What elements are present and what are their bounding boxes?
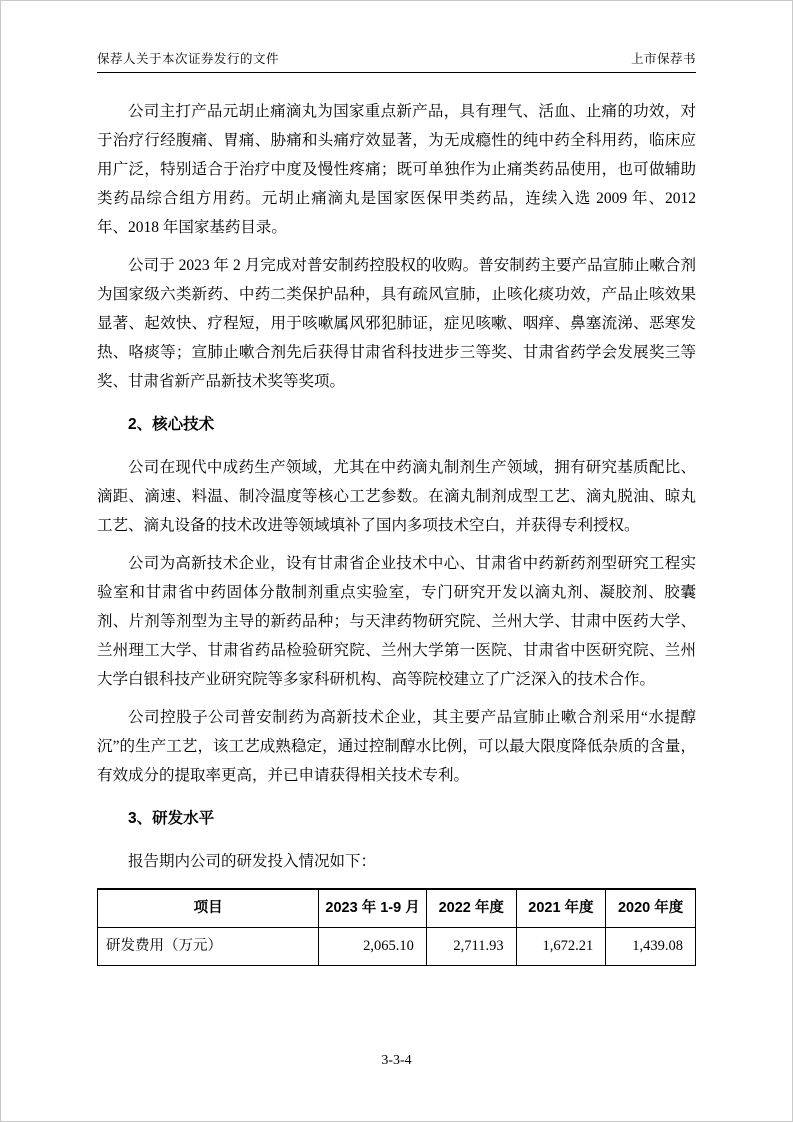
paragraph-puan-acquisition: 公司于 2023 年 2 月完成对普安制药控股权的收购。普安制药主要产品宣肺止嗽合剂为国家级六类新药、中药二类保护品种，具有疏风宣肺，止咳化痰功效，产品止咳效果显著、起效快、疗程短，用于咳嗽属风邪犯肺证，症见咳嗽、咽痒、鼻塞流涕、恶寒发热、咯痰等；宣肺止嗽合剂先后获得甘肃省科技进步三等奖、甘肃省药学会发展奖三等奖、甘肃省新产品新技术奖等奖项。	[97, 257, 696, 390]
header-left-title: 保荐人关于本次证券发行的文件	[97, 52, 280, 66]
paragraph-subsidiary-process: 公司控股子公司普安制药为高新技术企业，其主要产品宣肺止嗽合剂采用“水提醇沉”的生产工艺，该工艺成熟稳定，通过控制醇水比例，可以最大限度降低杂质的含量，有效成分的提取率更高，并已申请获得相关技术专利。	[97, 709, 696, 784]
page-header	[97, 49, 696, 73]
rd-expense-2022-value: 2,711.93	[426, 928, 516, 966]
rd-expense-label: 研发费用（万元）	[98, 928, 319, 966]
table-row-rd-expense	[98, 928, 696, 966]
document-body	[97, 97, 696, 966]
rd-expense-2021-value: 1,672.21	[516, 928, 606, 966]
rd-investment-table	[97, 888, 696, 966]
rd-expense-2023-value: 2,065.10	[319, 928, 427, 966]
table-header-2022: 2022 年度	[426, 889, 516, 928]
paragraph-hightech-labs: 公司为高新技术企业，设有甘肃省企业技术中心、甘肃省中药新药剂型研究工程实验室和甘肃省中药固体分散制剂重点实验室，专门研究开发以滴丸剂、凝胶剂、胶囊剂、片剂等剂型为主导的新药品种；与天津药物研究院、兰州大学、甘肃中医药大学、兰州理工大学、甘肃省药品检验研究院、兰州大学第一医院、甘肃省中医研究院、兰州大学白银科技产业研究院等多家科研机构、高等院校建立了广泛深入的技术合作。	[97, 555, 696, 688]
paragraph-product-yuanhu: 公司主打产品元胡止痛滴丸为国家重点新产品，具有理气、活血、止痛的功效，对于治疗行经腹痛、胃痛、胁痛和头痛疗效显著，为无成瘾性的纯中药全科用药，临床应用广泛，特别适合于治疗中度及慢性疼痛；既可单独作为止痛类药品使用，也可做辅助类药品综合组方用药。元胡止痛滴丸是国家医保甲类药品，连续入选 2009 年、2012 年、2018 年国家基药目录。	[97, 103, 696, 236]
header-right-title: 上市保荐书	[630, 52, 696, 66]
rd-expense-2020-value: 1,439.08	[606, 928, 696, 966]
section-heading-rd-level: 3、研发水平	[128, 810, 215, 827]
paragraph-rd-intro: 报告期内公司的研发投入情况如下：	[128, 853, 377, 870]
section-heading-core-technology: 2、核心技术	[128, 416, 215, 433]
paragraph-core-process: 公司在现代中成药生产领域，尤其在中药滴丸制剂生产领域，拥有研究基质配比、滴距、滴速、料温、制冷温度等核心工艺参数。在滴丸制剂成型工艺、滴丸脱油、晾丸工艺、滴丸设备的技术改进等领域填补了国内多项技术空白，并获得专利授权。	[97, 459, 696, 534]
page-footer	[1, 1053, 792, 1069]
table-header-2021: 2021 年度	[516, 889, 606, 928]
table-header-2020: 2020 年度	[606, 889, 696, 928]
table-header-2023-1-9: 2023 年 1-9 月	[319, 889, 427, 928]
table-header-item: 项目	[98, 889, 319, 928]
page-number: 3-3-4	[381, 1053, 412, 1068]
table-header-row	[98, 889, 696, 928]
